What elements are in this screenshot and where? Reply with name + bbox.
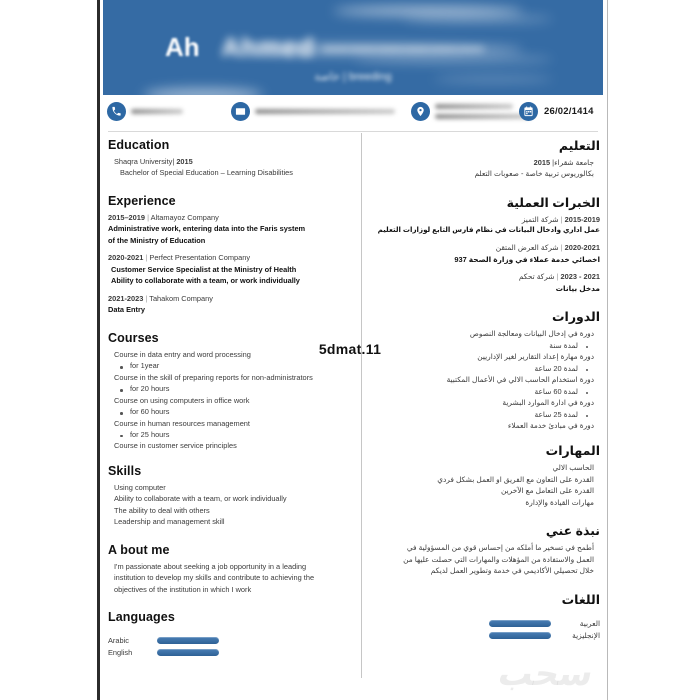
location-icon xyxy=(411,102,430,121)
page-left-margin xyxy=(0,0,97,700)
resume-page xyxy=(97,0,608,700)
experience-desc-line-en: Ability to collaborate with a team, or work individually xyxy=(111,276,300,286)
experience-meta-ar: 2020-2021 | شركة العرض المتقن xyxy=(495,243,600,253)
language-level-bar xyxy=(489,620,551,627)
about-line-en: objectives of the institution in which I work xyxy=(114,584,252,594)
language-row xyxy=(368,631,600,640)
skill-item-ar: القدرة على التعامل مع الآخرين xyxy=(501,486,594,496)
section-experience-en xyxy=(108,194,353,316)
language-level-bar xyxy=(157,649,219,656)
education-school-name-en: Shaqra University| xyxy=(114,157,175,166)
english-column xyxy=(108,138,353,666)
experience-period-en: 2015–2019 xyxy=(108,212,145,222)
experience-desc-line-ar: عمل اداري وادخال البيانات في نظام فارس التابع لوزارات التعليم xyxy=(377,226,600,235)
about-line-ar: أطمح في تسخير ما أملكه من إحساس قوي من المسؤولية في xyxy=(406,543,594,553)
language-row xyxy=(368,619,600,628)
experience-period-en: 2020-2021 xyxy=(108,253,144,263)
education-school-name-ar: جامعة شقراء| xyxy=(552,158,594,167)
experience-company-ar: شركة العرض المتقن xyxy=(495,243,559,253)
experience-period-en: 2021-2023 xyxy=(108,293,144,303)
education-year-ar: 2015 xyxy=(533,158,551,167)
contact-item-phone[interactable] xyxy=(107,99,183,123)
email-icon xyxy=(231,102,250,121)
course-duration-en: for 25 hours xyxy=(108,429,353,440)
experience-company-en: Altamayoz Company xyxy=(150,212,219,222)
language-level-bar xyxy=(489,632,551,639)
education-degree-ar: بكالوريوس تربية خاصة - صعوبات التعلم xyxy=(474,169,594,179)
page-right-margin xyxy=(608,0,700,700)
section-title-skills-ar: المهارات xyxy=(545,444,600,459)
section-title-courses-en: Courses xyxy=(108,330,159,345)
section-courses-ar xyxy=(368,309,600,431)
experience-meta-en: 2015–2019 | Altamayoz Company xyxy=(108,212,219,222)
section-skills-en xyxy=(108,464,353,528)
section-title-courses-ar: الدورات xyxy=(551,310,600,325)
experience-company-en: Tahakom Company xyxy=(149,293,213,303)
language-label-ar: الإنجليزية xyxy=(572,630,600,640)
section-title-about-ar: نبذة عني xyxy=(545,524,600,539)
candidate-name: Ahmed —————— xyxy=(221,32,485,62)
course-name-en: Course in data entry and word processing xyxy=(114,349,251,359)
phone-icon xyxy=(107,102,126,121)
education-degree-en: Bachelor of Special Education – Learning Disabilities xyxy=(120,168,293,178)
header-divider xyxy=(108,131,598,132)
course-name-ar: دورة مهارة إعداد التقارير لغير الإداريين xyxy=(477,352,594,362)
skill-item-ar: الحاسب الالي xyxy=(552,463,594,473)
location-value-redacted xyxy=(435,104,531,119)
contact-item-date[interactable] xyxy=(519,99,594,123)
experience-desc-line-en: Administrative work, entering data into the Faris system xyxy=(108,224,306,234)
education-school-en xyxy=(108,156,353,167)
experience-meta-ar: 2021 - 2023 | شركة تحكم xyxy=(518,272,600,282)
course-name-ar: دورة في إدخال البيانات ومعالجة النصوص xyxy=(469,329,594,339)
experience-period-ar: 2015-2019 xyxy=(564,214,600,224)
experience-desc-line-ar: مدخل بيانات xyxy=(555,283,600,293)
section-title-education-en: Education xyxy=(108,138,170,152)
candidate-name-visible-prefix: Ah xyxy=(165,32,200,62)
section-skills-ar xyxy=(368,443,600,508)
center-watermark: 5dmat.11 xyxy=(318,341,382,357)
course-name-ar: دورة في مبادئ خدمة العملاء xyxy=(507,421,594,431)
section-courses-en xyxy=(108,331,353,452)
language-level-bar xyxy=(157,637,219,644)
course-name-ar: دورة استخدام الحاسب الالي في الأعمال المكتبية xyxy=(446,375,594,385)
phone-value-redacted xyxy=(131,109,183,114)
section-title-languages-ar: اللغات xyxy=(561,592,600,607)
section-title-education-ar: التعليم xyxy=(558,139,600,153)
experience-period-ar: 2020-2021 xyxy=(564,243,600,253)
experience-desc-line-ar: اخصائي خدمة عملاء في وزارة الصحة 937 xyxy=(454,254,600,264)
section-title-experience-en: Experience xyxy=(108,193,176,208)
section-education-ar xyxy=(368,138,600,180)
contact-strip xyxy=(103,95,603,128)
course-name-en: Course in the skill of preparing reports for non-administrators xyxy=(114,372,313,382)
experience-period-ar: 2021 - 2023 xyxy=(560,272,600,282)
experience-company-ar: شركة تحكم xyxy=(518,272,555,282)
corner-watermark: سحب xyxy=(494,654,598,694)
about-line-ar: خلال تحصيلي الأكاديمي في خدمة وتطوير العمل لديكم xyxy=(430,566,594,576)
skill-item-ar: مهارات القيادة والإدارة xyxy=(525,497,594,507)
section-title-experience-ar: الخبرات العملية xyxy=(506,195,600,210)
course-name-en: Course on using computers in office work xyxy=(114,395,250,405)
experience-company-ar: شركة التميز xyxy=(521,214,559,224)
about-line-ar: العمل والاستفادة من المؤهلات والمهارات التي حصلت عليها من xyxy=(403,554,594,564)
language-row xyxy=(108,636,353,645)
skill-item-en: Using computer xyxy=(114,482,166,492)
about-line-en: institution to develop my skills and contribute to achieving the xyxy=(114,573,315,583)
education-school-ar xyxy=(368,157,600,168)
experience-desc-line-en: Data Entry xyxy=(108,305,145,315)
section-title-about-en: A bout me xyxy=(108,542,170,557)
section-title-languages-en: Languages xyxy=(108,610,175,625)
section-title-skills-en: Skills xyxy=(108,463,142,478)
section-education-en xyxy=(108,138,353,179)
course-duration-en: for 20 hours xyxy=(108,383,353,394)
language-row xyxy=(108,648,353,657)
experience-meta-ar: 2015-2019 | شركة التميز xyxy=(521,214,600,224)
experience-desc-line-en: Customer Service Specialist at the Ministry of Health xyxy=(111,264,297,274)
contact-item-location[interactable] xyxy=(411,99,531,123)
section-languages-ar xyxy=(368,592,600,640)
skill-item-en: Ability to collaborate with a team, or work individually xyxy=(114,494,287,504)
section-experience-ar xyxy=(368,195,600,294)
course-duration-ar: لمدة سنة xyxy=(368,340,600,351)
education-year-en: 2015 xyxy=(176,157,193,166)
course-duration-en: for 1year xyxy=(108,360,353,371)
course-duration-en: for 60 hours xyxy=(108,406,353,417)
language-label-en: English xyxy=(108,648,133,658)
about-line-en: I'm passionate about seeking a job opportunity in a leading xyxy=(114,561,307,571)
experience-meta-en: 2021-2023 | Tahakom Company xyxy=(108,293,213,303)
course-name-ar: دورة في ادارة الموارد البشرية xyxy=(502,398,594,408)
section-languages-en xyxy=(108,610,353,657)
contact-item-email[interactable] xyxy=(231,99,395,123)
header-banner xyxy=(103,0,603,95)
language-label-ar: العربية xyxy=(579,618,600,628)
skill-item-ar: القدرة على التعاون مع الفريق او العمل بشكل فردي xyxy=(437,474,594,484)
column-divider xyxy=(361,133,362,678)
candidate-subtitle: breeding | خاصة xyxy=(314,71,392,83)
course-name-en: Course in customer service principles xyxy=(114,441,237,451)
course-duration-ar: لمدة 20 ساعة xyxy=(368,363,600,374)
experience-company-en: Perfect Presentation Company xyxy=(149,253,251,263)
course-duration-ar: لمدة 60 ساعة xyxy=(368,386,600,397)
language-label-en: Arabic xyxy=(108,636,129,646)
calendar-icon xyxy=(519,102,538,121)
skill-item-en: The ability to deal with others xyxy=(114,505,210,515)
course-name-en: Course in human resources management xyxy=(114,418,250,428)
email-value-redacted xyxy=(255,109,395,114)
section-about-en xyxy=(108,543,353,595)
arabic-column xyxy=(368,138,600,649)
skill-item-en: Leadership and management skill xyxy=(114,517,225,527)
course-duration-ar: لمدة 25 ساعة xyxy=(368,409,600,420)
birthdate-value: 26/02/1414 xyxy=(544,105,594,117)
section-about-ar xyxy=(368,523,600,576)
experience-desc-line-en: of the Ministry of Education xyxy=(108,235,206,245)
experience-meta-en: 2020-2021 | Perfect Presentation Company xyxy=(108,253,251,263)
